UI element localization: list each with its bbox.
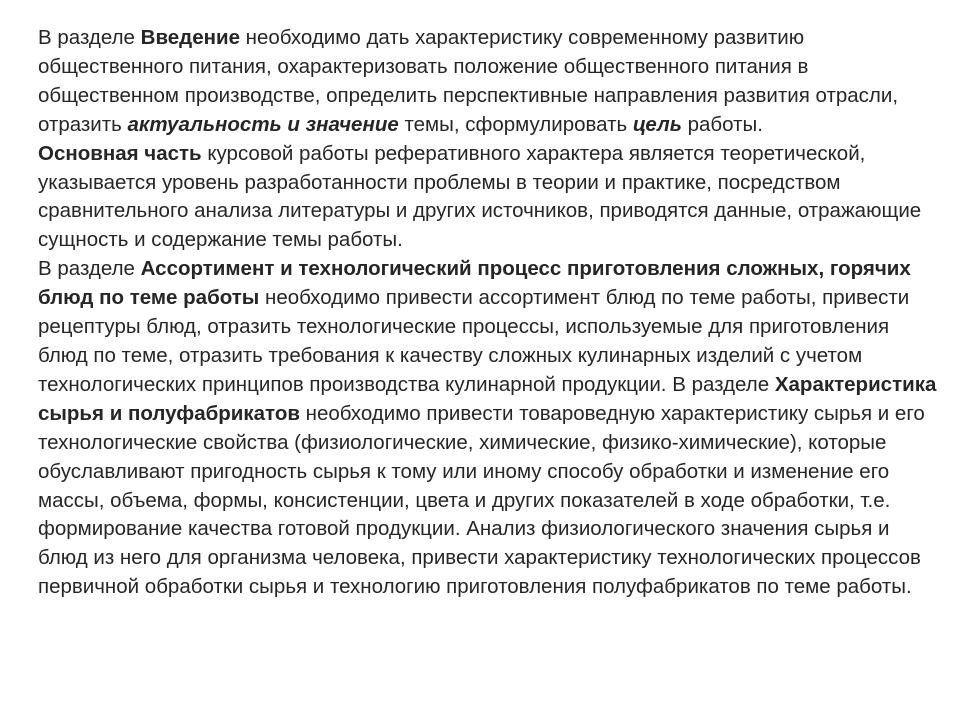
text-run: темы, сформулировать	[398, 112, 633, 136]
bold-italic-term-goal: цель	[632, 112, 682, 136]
text-run: В разделе	[38, 257, 141, 281]
bold-term-assortment-section: Ассортимент и технологический процесс приготовления сложных, горячих блюд по теме работы	[38, 257, 911, 310]
text-run: необходимо привести товароведную характеристику сырья и его технологические свойства (физиологические, химические, физико-химические), которые обуславливают пригодность сырья к тому или иному способу обработки и изменение его массы, объема, формы, консистенции, цвета и других показателей в ходе обработки, т.е. формирование качества готовой продукции. Анализ физиологического значения сырья и блюд из него для организма человека, привести характеристику технологических процессов первичной обработки сырья и технологию приготовления полуфабрикатов по теме работы.	[38, 401, 925, 599]
bold-term-main-part: Основная часть	[38, 141, 202, 165]
paragraph-introduction	[38, 24, 938, 140]
text-run: работы.	[681, 112, 763, 136]
bold-italic-term-relevance: актуальность и значение	[127, 112, 399, 136]
text-run: В разделе	[38, 26, 141, 49]
text-run: необходимо привести ассортимент блюд по теме работы, привести рецептуры блюд, отразить технологические процессы, используемые для приготовления блюд по теме, отразить требования к качеству сложных кулинарных изделий с учетом технологических принципов производства кулинарной продукции. В разделе	[38, 286, 910, 396]
bold-term-introduction: Введение	[140, 26, 240, 49]
bold-term-raw-materials-section: Характеристика сырья и полуфабрикатов	[38, 372, 937, 425]
paragraph-main-part	[38, 140, 938, 256]
text-run: необходимо дать характеристику современному развитию общественного питания, охарактеризовать положение общественного питания в общественном производстве, определить перспективные направления развития отрасли, отразить	[38, 26, 899, 136]
slide-body-text	[38, 24, 938, 602]
paragraph-assortment	[38, 255, 938, 602]
text-run: курсовой работы реферативного характера является теоретической, указывается уровень разработанности проблемы в теории и практике, посредством сравнительного анализа литературы и других источников, приводятся данные, отражающие сущность и содержание темы работы.	[38, 141, 922, 252]
